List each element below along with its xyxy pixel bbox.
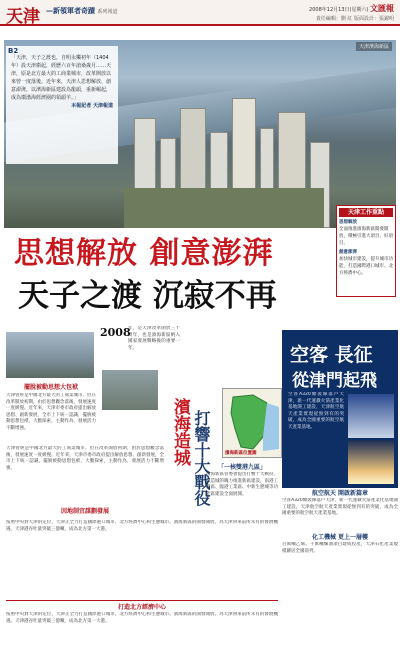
- bottom-title: 打造北方經濟中心: [117, 604, 166, 611]
- headline-secondary: 天子之渡 沉寂不再: [18, 278, 277, 314]
- masthead-editor: 責任編輯：劉 紅 版面設計：張錦明: [315, 16, 394, 22]
- harbor-photo: [6, 332, 94, 378]
- aerospace-title-1: 空客 長征: [290, 344, 373, 366]
- intro-text: 「天津，天子之渡也，自明永樂初年（1404年）設天津衛起，經歷六百年滄桑歲月……天津，原是北方最大的工商業城市，改革開放以來曾一度落後。近年來，天津人思想解放、創意澎湃，以濱海新區建設為龍頭，重新崛起，成為環渤海經濟圈的領頭羊。」: [11, 55, 112, 101]
- intro-box: [6, 46, 118, 164]
- section-title: 因地制宜謀劃發展: [60, 508, 109, 515]
- section-body: 天津曾經是中國北方最大的工商業城市，但在改革開放初期，由於思想觀念落後，發展速度一度緩慢。近年來，天津市委市政府提出解放思想、創新發展，全市上下統一認識，擺脫被動思想包袱，大膽探索，主動作為，發展活力不斷增強。: [6, 393, 96, 431]
- aerospace-title-2: 從津門起飛: [292, 371, 377, 391]
- work-focus-box: [336, 205, 396, 297]
- feature-year-text: 年，是天津改革開放三十周年，也是濱海新區納入國家發展戰略後的重要一年。: [128, 326, 180, 351]
- binhai-subtitle: 打響十大戰役: [192, 410, 211, 506]
- focus-head: 創意澎湃: [339, 250, 357, 255]
- binhai-body: 濱海新區管委會提出打響十大戰役，以造城的魄力推進新區建設，南港工業區、臨港工業區、中新生態城等功能區建設全面展開。: [206, 472, 278, 497]
- binhai-box: [206, 462, 278, 516]
- paper-name: 文匯報: [370, 3, 394, 13]
- binhai-map: [222, 388, 282, 458]
- binhai-title: 濱海造城: [170, 398, 190, 466]
- map-shape: [223, 389, 283, 459]
- aerospace-body: 空客A320總裝線落戶天津，新一代運載火箭產業化基地開工建設，天津航空航天產業實現從無到有的突破，成為全國重要的航空航天產業基地。: [288, 392, 344, 430]
- focus-body: 加快城市建設，提升城市功能，打造國際港口城市、北方經濟中心。: [339, 257, 393, 276]
- masthead: [0, 0, 400, 26]
- work-focus-title: 天津工作重點: [339, 208, 393, 217]
- bottom-body: 按照中央對天津的定位，天津正全力打造國際港口城市、北方經濟中心和生態城市。濱海新區的開發開放，為天津帶來前所未有的發展機遇。天津港吞吐量突破三億噸，成為北方第一大港。: [6, 520, 278, 532]
- bottom-article: [6, 520, 278, 647]
- intro-byline: 本報記者 天津報道: [71, 103, 113, 109]
- feature-year: 2008: [100, 326, 131, 339]
- masthead-series: 系列報道: [97, 9, 118, 15]
- focus-head: 思想解放: [339, 220, 357, 225]
- focus-body: 全面推進濱海新區開發開放，積極引進大項目、好項目。: [339, 227, 393, 246]
- airplane-photo: [348, 394, 394, 438]
- bottom-body-2: 按照中央對天津的定位，天津正全力打造國際港口城市、北方經濟中心和生態城市。濱海新區的開發開放，為天津帶來前所未有的發展機遇。天津港吞吐量突破三億噸，成為北方第一大港。: [6, 612, 278, 624]
- aerospace-panel: [282, 330, 398, 488]
- masthead-logo: 天津: [6, 7, 40, 27]
- aerospace-sub1-body: 空客A320總裝線落戶天津，新一代運載火箭產業化基地開工建設，天津航空航天產業實現從無到有的突破，成為全國重要的航空航天產業基地。: [282, 498, 398, 516]
- aerospace-sub2: 化工機械 更上一層樓: [311, 534, 369, 541]
- aerospace-sub2-body: 百萬噸乙烯、千萬噸煉油項目建成投產，天津石化產業規模躍居全國前列。: [282, 542, 398, 554]
- headline-main: 思想解放 創意澎湃: [14, 236, 274, 271]
- photo-caption: 天津濱海新區: [356, 42, 392, 51]
- trees: [124, 188, 324, 228]
- section-1-extra: 天津曾經是中國北方最大的工商業城市，但在改革開放初期，由於思想觀念落後，發展速度一度緩慢。近年來，天津市委市政府提出解放思想、創新發展，全市上下統一認識，擺脫被動思想包袱，大膽探索，主動作為，發展活力不斷增強。: [6, 446, 164, 471]
- section-2: [6, 506, 164, 515]
- page-tag: B2: [8, 47, 19, 55]
- map-label: 濱海新區位置圖: [225, 451, 257, 456]
- aerospace-sections: [282, 488, 398, 642]
- binhai-box-title: 「一核雙港九區」: [217, 464, 266, 471]
- rocket-photo: [348, 440, 394, 484]
- masthead-date: 2008年12月13日(星期六) 文匯報: [309, 3, 394, 13]
- section-title: 擺脫被動思想大包袱: [23, 384, 78, 391]
- masthead-subtitle: —新領軍者奇蹟 系列報道: [46, 7, 118, 15]
- construction-photo: [102, 370, 158, 410]
- section-1: [6, 382, 96, 449]
- aerospace-sub1: 航空航天 開啟新篇章: [311, 490, 369, 497]
